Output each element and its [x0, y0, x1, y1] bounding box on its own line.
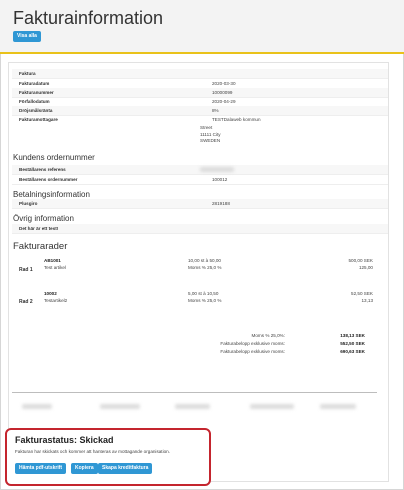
copy-button[interactable]: Kopiera: [71, 463, 98, 474]
create-credit-invoice-button[interactable]: Skapa kreditfaktura: [98, 463, 152, 474]
page-header: [0, 0, 404, 54]
row-label: Fakturamottagare: [19, 117, 58, 122]
line-total: 52,50 SEK: [351, 291, 373, 296]
address-line: 11111 City: [200, 131, 221, 137]
status-description: Fakturan har skickats och kommer att hanteras av mottagande organisation.: [15, 449, 170, 454]
row-value: 2020-04-29: [212, 99, 236, 104]
row-value: 2020-03-30: [212, 81, 236, 86]
row-value: TESTDalaweb kommun: [212, 117, 261, 122]
redacted-footer-text: [175, 404, 210, 409]
row-label: Dröjsmålsränta: [19, 108, 53, 113]
line-row-label: Rad 1: [19, 267, 33, 273]
line-vat: Moms % 25,0 %: [188, 265, 222, 270]
row-value: 100012: [212, 177, 228, 182]
row-label: Fakturadatum: [19, 81, 50, 86]
redacted-footer-text: [320, 404, 356, 409]
section-heading-invoice-lines: Fakturarader: [13, 241, 68, 252]
total-value: 138,13 SEK: [340, 333, 365, 338]
line-article-number: AB1001: [44, 258, 61, 263]
line-article-number: 10002: [44, 291, 57, 296]
invoice-status-panel: [5, 428, 211, 486]
download-pdf-button[interactable]: Hämta pdf-utskrift: [15, 463, 66, 474]
total-label: Fakturabelopp exklusive moms:: [220, 341, 285, 346]
total-value: 690,63 SEK: [340, 349, 365, 354]
row-label: Det här är ett test!: [19, 226, 59, 231]
footer-divider: [12, 392, 377, 393]
row-label: Förfallodatum: [19, 99, 50, 104]
show-all-button[interactable]: Visa alla: [13, 31, 41, 42]
invoice-row: [12, 224, 388, 234]
row-value: 2819188: [212, 201, 230, 206]
row-label: Beställarens ordernummer: [19, 177, 78, 182]
total-label: Fakturabelopp exklusive moms:: [220, 349, 285, 354]
row-label: Plusgiro: [19, 201, 38, 206]
address-line: SWEDEN: [200, 138, 221, 144]
section-heading-customer-order: Kundens ordernummer: [13, 153, 95, 162]
line-vat-amount: 13,13: [361, 298, 373, 303]
row-label: Faktura: [19, 71, 36, 76]
line-description: Testartikel2: [44, 298, 68, 303]
redacted-footer-text: [250, 404, 294, 409]
line-vat: Moms % 25,0 %: [188, 298, 222, 303]
line-total: 500,00 SEK: [348, 258, 373, 263]
redacted-value: [200, 167, 234, 172]
line-row-label: Rad 2: [19, 299, 33, 305]
section-heading-other: Övrig information: [13, 214, 74, 223]
line-description: Test artikel: [44, 265, 66, 270]
section-heading-payment: Betalningsinformation: [13, 190, 90, 199]
invoice-row: [12, 69, 388, 79]
line-qty-price: 5,00 st à 10,50: [188, 291, 219, 296]
row-label: Beställarens referens: [19, 167, 66, 172]
invoice-row: [12, 199, 388, 209]
status-title: Fakturastatus: Skickad: [15, 435, 114, 445]
row-value: 8%: [212, 108, 219, 113]
invoice-row: [12, 115, 388, 125]
redacted-footer-text: [22, 404, 52, 409]
row-label: Fakturanummer: [19, 90, 54, 95]
total-value: 552,50 SEK: [340, 341, 365, 346]
redacted-footer-text: [100, 404, 140, 409]
invoice-row: [12, 175, 388, 185]
line-qty-price: 10,00 st à 50,00: [188, 258, 221, 263]
line-vat-amount: 125,00: [358, 265, 373, 270]
address-line: Street: [200, 125, 213, 130]
invoice-card: [8, 62, 389, 482]
row-value: 10000099: [212, 90, 233, 95]
page-title: Fakturainformation: [13, 8, 164, 28]
recipient-address: [200, 125, 221, 145]
total-label: Moms % 25,0%:: [251, 333, 285, 338]
